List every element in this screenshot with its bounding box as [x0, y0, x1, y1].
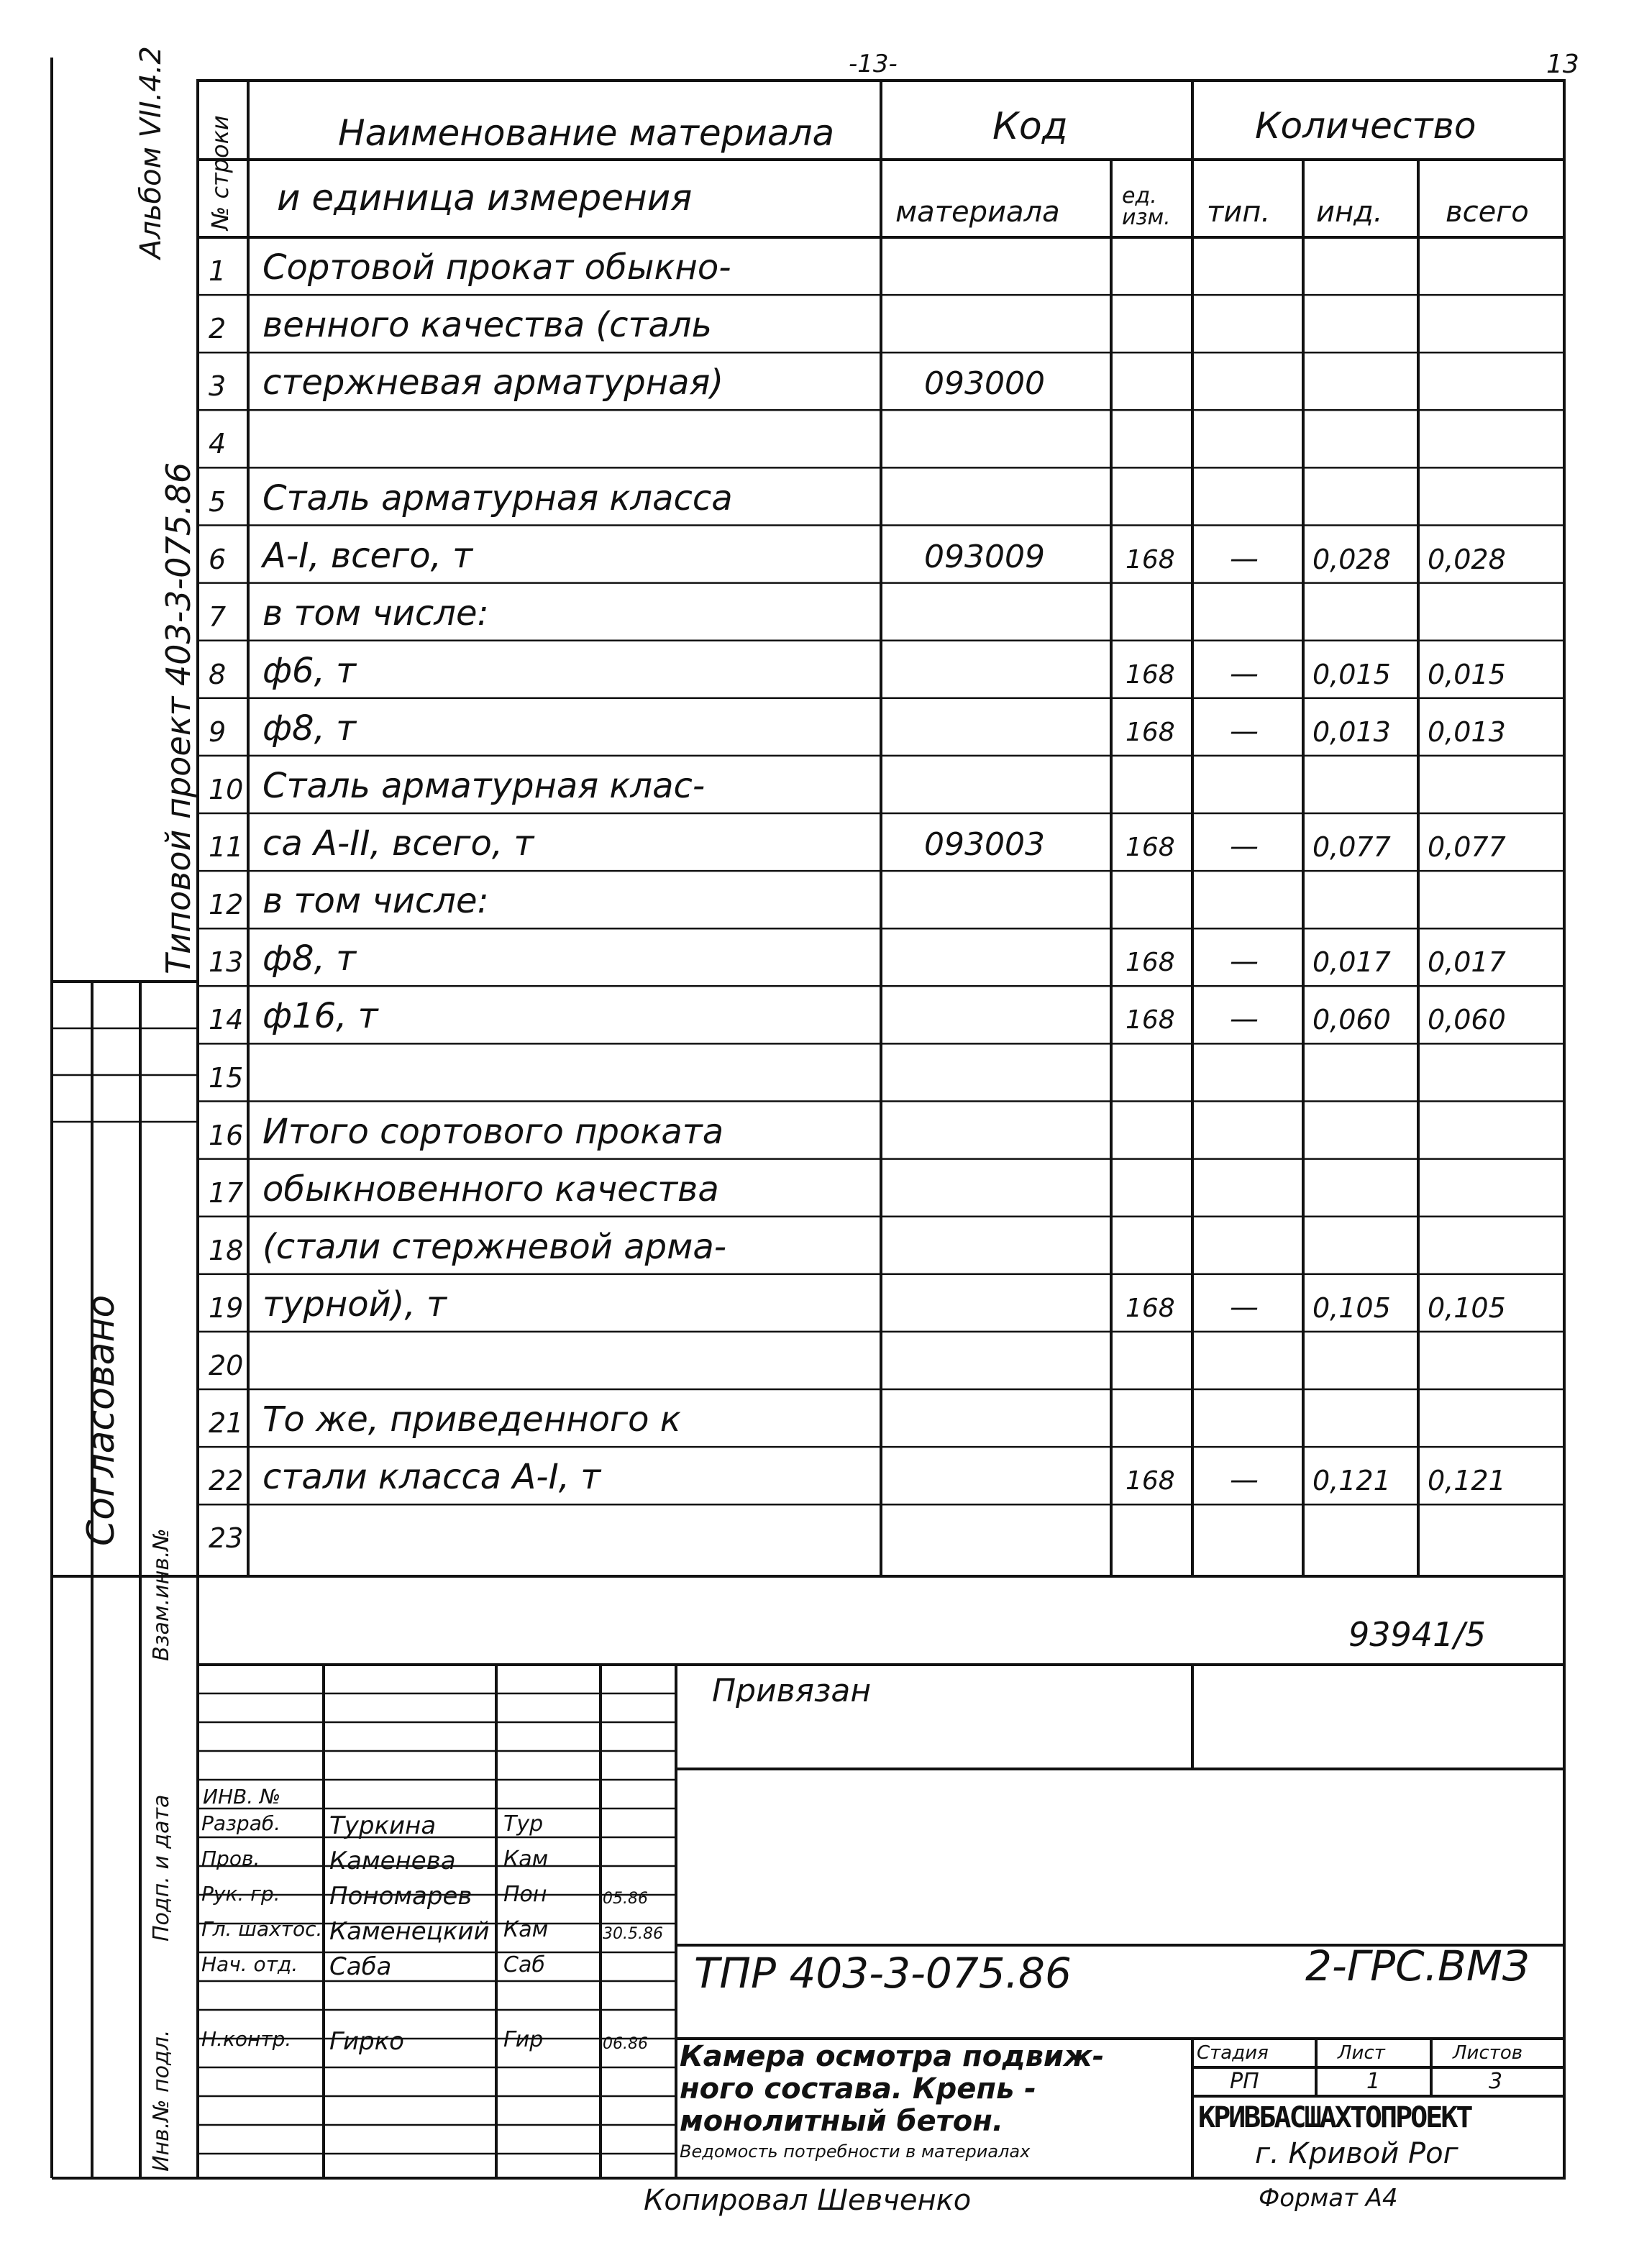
inv-vzam-label: Взам.инв.№: [149, 1528, 174, 1661]
person-name: Каменецкий: [329, 1917, 490, 1946]
row-name: турной), т: [262, 1284, 447, 1325]
copied-by: Копировал Шевченко: [644, 2184, 972, 2217]
row-ind: 0,077: [1312, 831, 1391, 864]
row-code: 093009: [924, 538, 1045, 575]
doc-title-line4: Ведомость потребности в материалах: [680, 2141, 1031, 2162]
format-label: Формат А4: [1259, 2184, 1398, 2213]
row-ind: 0,015: [1312, 658, 1391, 690]
row-number: 11: [209, 831, 244, 864]
person-name: Туркина: [329, 1811, 437, 1840]
person-role: Рук. гр.: [201, 1882, 280, 1906]
row-name: венного качества (сталь: [262, 305, 712, 346]
header-code-unit: ед. изм.: [1122, 183, 1171, 230]
row-code: 093000: [924, 365, 1045, 403]
person-signature: Пон: [503, 1882, 547, 1907]
header-q-total: всего: [1446, 196, 1529, 229]
row-unit: 168: [1126, 948, 1175, 978]
row-number: 9: [209, 715, 227, 748]
agreed-label: Согласовано: [80, 1294, 123, 1546]
project-label: Типовой проект 403-3-075.86: [159, 462, 198, 974]
header-row-no: № строки: [206, 115, 234, 230]
row-typ: —: [1230, 1463, 1259, 1497]
row-total: 0,105: [1428, 1291, 1506, 1324]
row-code: 093003: [924, 826, 1045, 864]
org-city: г. Кривой Рог: [1255, 2137, 1458, 2170]
person-name: Пономарев: [329, 1882, 472, 1911]
row-unit: 168: [1126, 717, 1175, 747]
podp-data-label: Подп. и дата: [149, 1794, 174, 1942]
row-name: А-I, всего, т: [262, 535, 473, 576]
row-number: 15: [209, 1061, 244, 1094]
row-number: 10: [209, 774, 244, 805]
row-name: Сталь арматурная клас-: [262, 766, 706, 806]
person-name: Каменева: [329, 1847, 456, 1875]
header-code-material: материала: [895, 196, 1060, 229]
row-unit: 168: [1126, 544, 1175, 575]
row-number: 6: [209, 543, 227, 575]
header-q-ind: инд.: [1316, 196, 1383, 229]
header-name-line2: и единица измерения: [277, 177, 693, 219]
person-role: Нач. отд.: [201, 1952, 298, 1976]
person-signature: Тур: [503, 1811, 544, 1837]
row-number: 16: [209, 1119, 244, 1151]
row-number: 20: [209, 1350, 244, 1381]
row-name: Сортовой прокат обыкно-: [262, 247, 731, 288]
stage-label: Стадия: [1197, 2042, 1269, 2064]
row-unit: 168: [1126, 1293, 1175, 1323]
row-typ: —: [1230, 541, 1259, 575]
header-quantity: Количество: [1255, 105, 1476, 147]
row-name: Сталь арматурная класса: [262, 477, 733, 518]
row-name: стержневая арматурная): [262, 362, 724, 403]
row-total: 0,013: [1428, 715, 1506, 748]
row-ind: 0,017: [1312, 946, 1391, 979]
row-total: 0,077: [1428, 831, 1506, 864]
album-label: Альбом VII.4.2: [134, 46, 168, 259]
row-name: (стали стержневой арма-: [262, 1226, 727, 1267]
header-code: Код: [992, 105, 1068, 148]
row-typ: —: [1230, 1290, 1259, 1324]
person-date: 30.5.86: [603, 1925, 663, 1943]
sheet-value: 1: [1366, 2069, 1381, 2094]
archive-number: 93941/5: [1348, 1615, 1487, 1654]
row-number: 8: [209, 658, 227, 690]
row-name: обыкновенного качества: [262, 1169, 719, 1210]
row-number: 1: [209, 255, 227, 288]
row-name: са А-II, всего, т: [262, 823, 534, 864]
row-name: ф16, т: [262, 996, 378, 1037]
row-ind: 0,013: [1312, 715, 1391, 748]
row-total: 0,060: [1428, 1004, 1506, 1036]
row-name: ф6, т: [262, 650, 357, 691]
row-number: 7: [209, 600, 227, 633]
header-q-typ: тип.: [1207, 196, 1271, 229]
page-number: -13-: [849, 50, 898, 78]
row-number: 18: [209, 1234, 244, 1266]
row-ind: 0,121: [1312, 1465, 1391, 1497]
person-role: Гл. шахтос.: [201, 1917, 323, 1941]
person-signature: Саб: [503, 1952, 545, 1977]
row-number: 13: [209, 946, 244, 979]
row-number: 12: [209, 889, 244, 921]
doc-title-line3: монолитный бетон.: [680, 2105, 1004, 2138]
row-total: 0,017: [1428, 946, 1506, 979]
header-name-line1: Наименование материала: [338, 112, 835, 154]
sheet-label: Лист: [1338, 2042, 1385, 2064]
person-signature: Гир: [503, 2027, 544, 2052]
row-unit: 168: [1126, 833, 1175, 863]
doc-title-line1: Камера осмотра подвиж-: [680, 2040, 1105, 2073]
doc-title-line2: ного состава. Крепь -: [680, 2072, 1036, 2105]
row-name: ф8, т: [262, 708, 357, 749]
row-typ: —: [1230, 830, 1259, 864]
inv-podl-label: Инв.№ подл.: [149, 2029, 174, 2172]
row-number: 21: [209, 1407, 244, 1440]
row-ind: 0,105: [1312, 1291, 1391, 1324]
row-name: Итого сортового проката: [262, 1111, 724, 1152]
sheet-code: 2-ГРС.ВМЗ: [1305, 1942, 1530, 1990]
person-signature: Кам: [503, 1917, 549, 1942]
row-number: 3: [209, 370, 227, 403]
row-name: в том числе:: [262, 593, 489, 634]
sheets-value: 3: [1489, 2069, 1503, 2094]
row-ind: 0,028: [1312, 543, 1391, 575]
person-date: 06.86: [603, 2035, 648, 2053]
row-number: 5: [209, 485, 227, 518]
row-typ: —: [1230, 714, 1259, 748]
privyazan-label: Привязан: [712, 1673, 872, 1709]
row-number: 14: [209, 1004, 244, 1036]
row-number: 19: [209, 1291, 244, 1324]
row-total: 0,121: [1428, 1465, 1506, 1497]
row-number: 4: [209, 428, 227, 460]
corner-number: 13: [1546, 50, 1579, 79]
doc-code: ТПР 403-3-075.86: [694, 1949, 1072, 1998]
row-total: 0,028: [1428, 543, 1506, 575]
stage-value: РП: [1230, 2069, 1259, 2094]
person-name: Саба: [329, 1952, 392, 1981]
row-typ: —: [1230, 945, 1259, 979]
row-ind: 0,060: [1312, 1004, 1391, 1036]
row-typ: —: [1230, 1002, 1259, 1036]
row-name: То же, приведенного к: [262, 1399, 681, 1440]
person-date: 05.86: [603, 1890, 648, 1908]
row-name: ф8, т: [262, 938, 357, 979]
row-typ: —: [1230, 657, 1259, 690]
row-unit: 168: [1126, 659, 1175, 690]
org-stamp: КРИВБАСШАХТОПРОЕКТ: [1198, 2101, 1471, 2134]
row-unit: 168: [1126, 1005, 1175, 1035]
person-signature: Кам: [503, 1847, 549, 1872]
row-number: 22: [209, 1465, 244, 1497]
row-number: 2: [209, 313, 227, 345]
person-role: Пров.: [201, 1847, 260, 1870]
person-name: Гирко: [329, 2027, 404, 2056]
sheets-label: Листов: [1453, 2042, 1523, 2064]
row-number: 17: [209, 1176, 244, 1209]
inv-no-label: ИНВ. №: [203, 1785, 281, 1809]
person-role: Разраб.: [201, 1811, 281, 1835]
row-total: 0,015: [1428, 658, 1506, 690]
row-unit: 168: [1126, 1466, 1175, 1496]
person-role: Н.контр.: [201, 2027, 292, 2051]
row-name: стали класса А-I, т: [262, 1457, 601, 1498]
row-name: в том числе:: [262, 881, 489, 922]
row-number: 23: [209, 1522, 244, 1555]
